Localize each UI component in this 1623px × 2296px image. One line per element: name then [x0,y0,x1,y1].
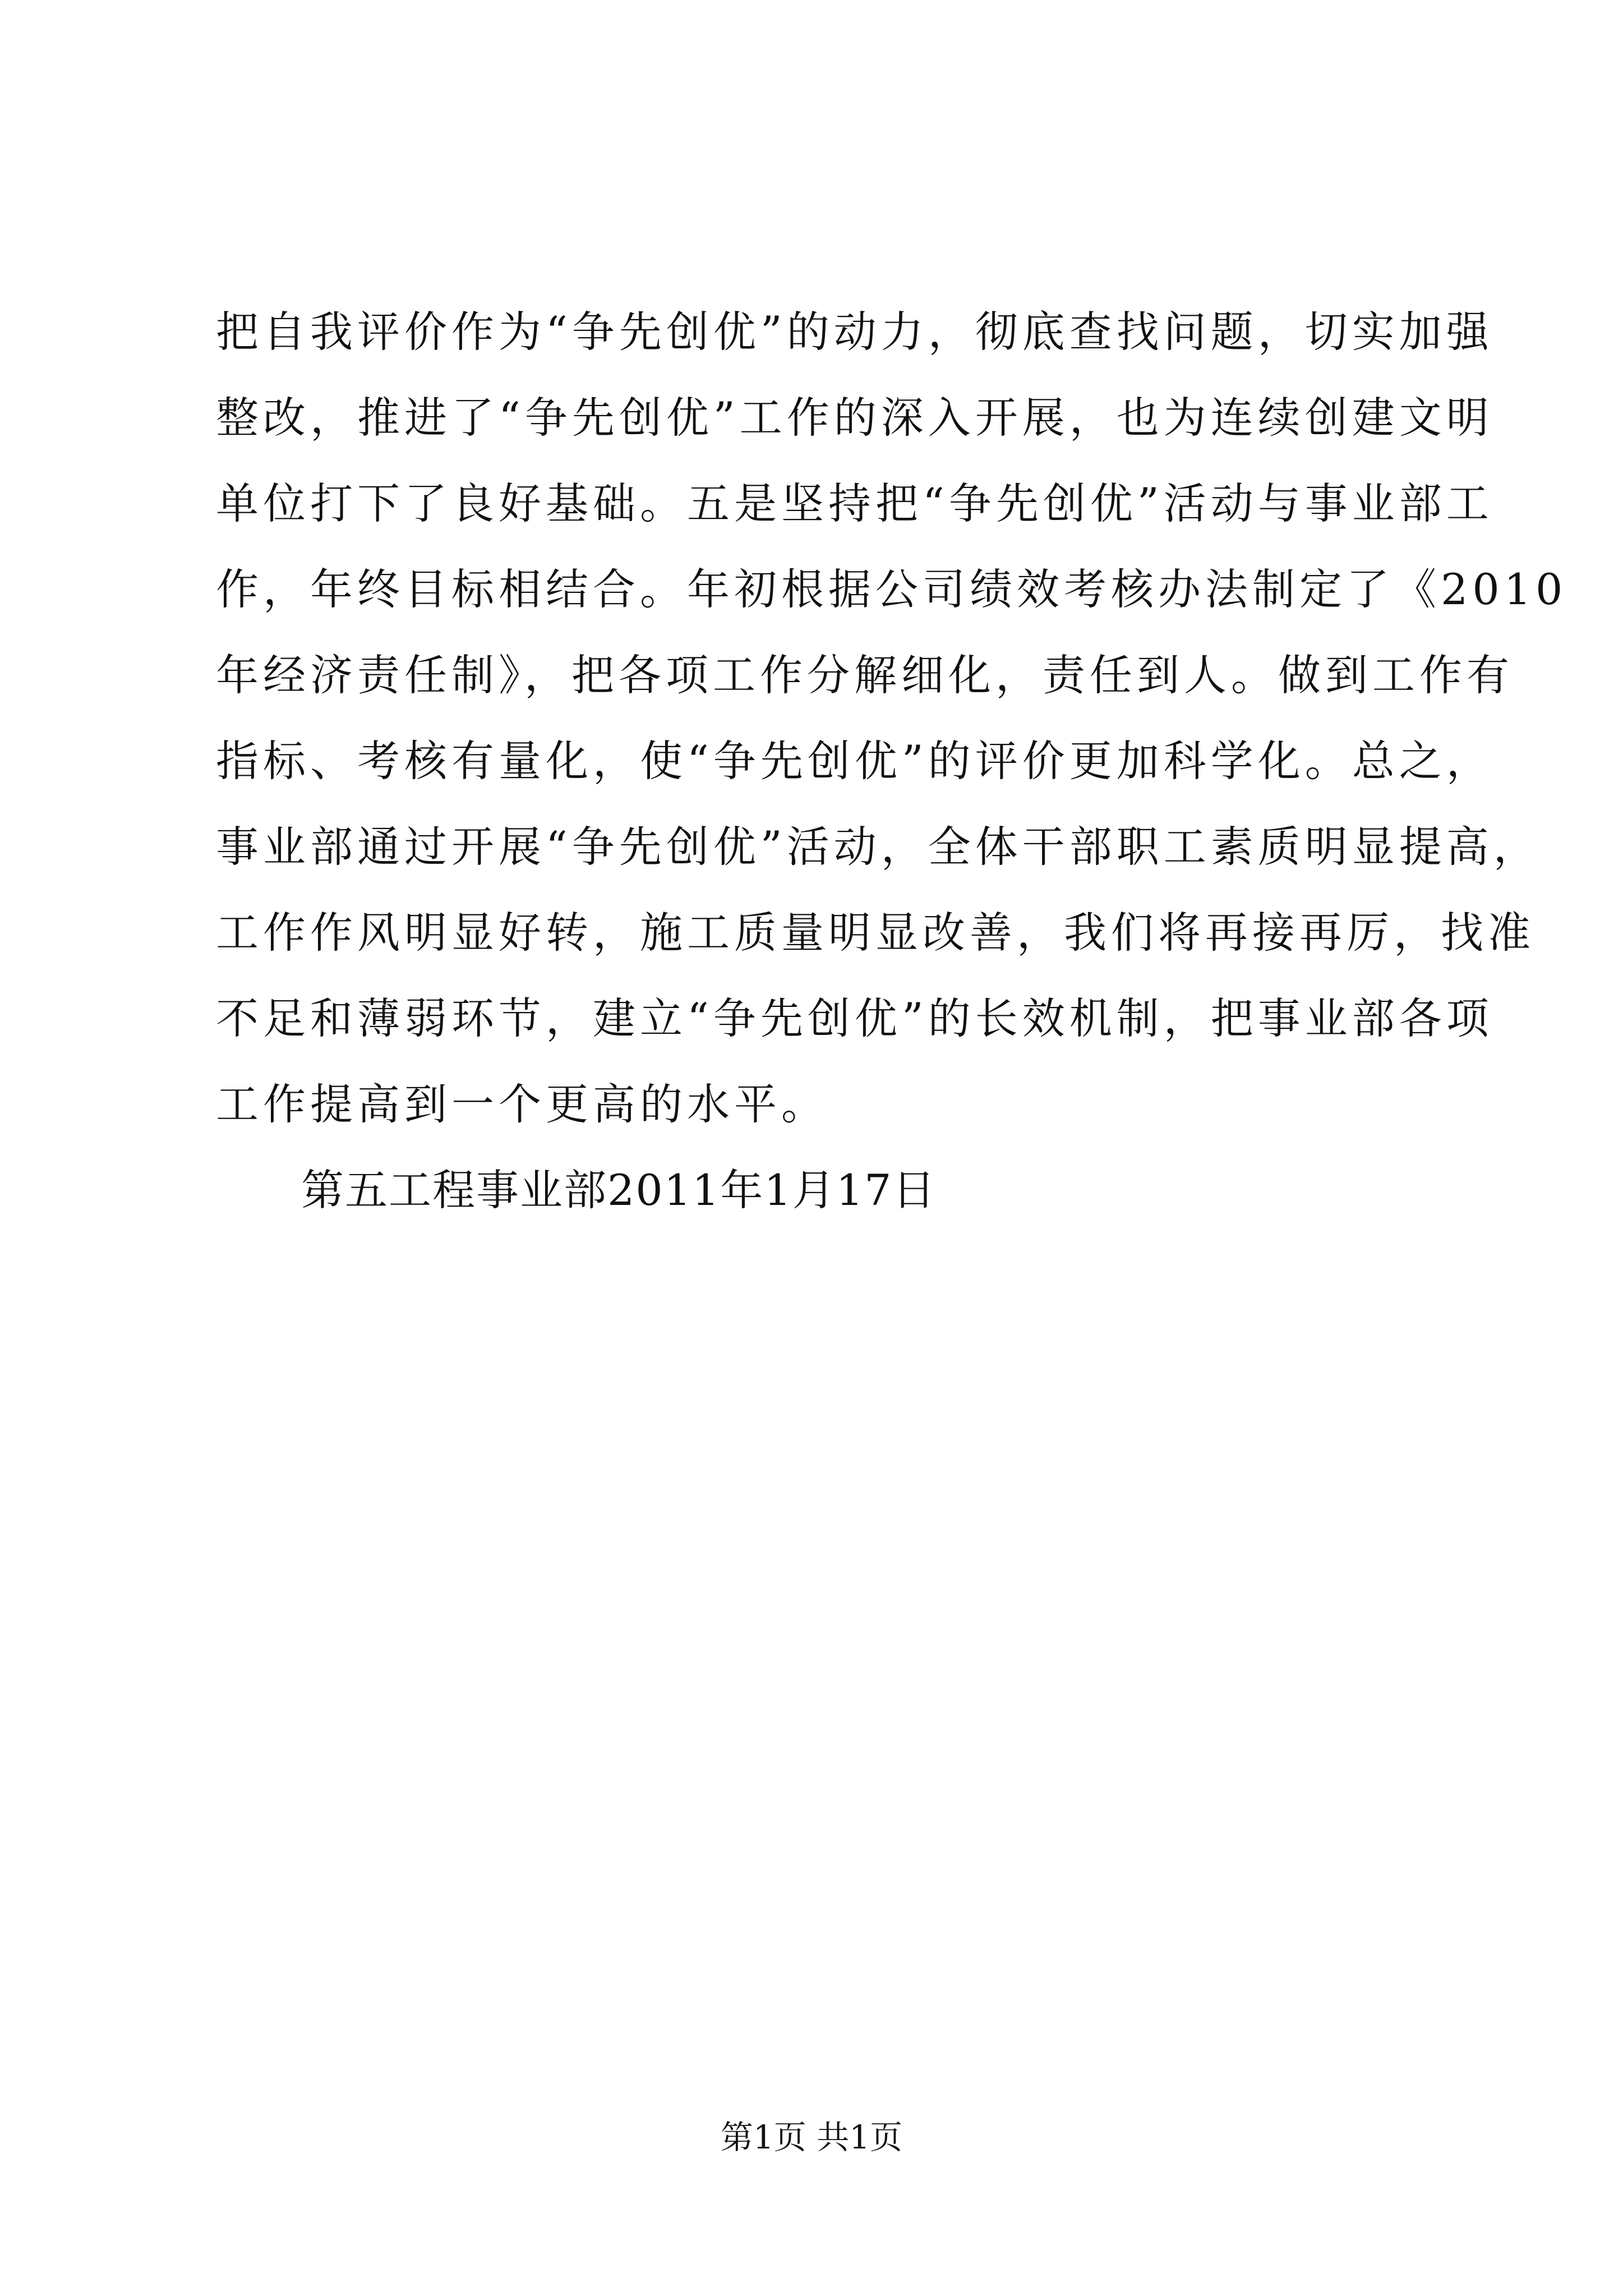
signature-line: 第五工程事业部2011年1月17日 [301,1165,937,1215]
text-line: 年经济责任制》，把各项工作分解细化，责任到人。做到工作有 [216,650,1514,700]
text-line: 工作作风明显好转，施工质量明显改善，我们将再接再厉，找准 [216,908,1535,958]
text-line: 把自我评价作为“争先创优”的动力，彻底查找问题，切实加强 [216,307,1493,357]
text-line: 指标、考核有量化，使“争先创优”的评价更加科学化。总之， [216,736,1493,786]
text-line: 作，年终目标相结合。年初根据公司绩效考核办法制定了《2010 [216,564,1567,614]
text-line: 单位打下了良好基础。五是坚持把“争先创优”活动与事业部工 [216,478,1493,528]
text-line: 整改，推进了“争先创优”工作的深入开展，也为连续创建文明 [216,393,1493,443]
body-paragraph [216,289,1567,1233]
text-line: 事业部通过开展“争先创优”活动，全体干部职工素质明显提高， [216,822,1541,872]
page-footer: 第1页 共1页 [720,2118,903,2156]
text-line: 不足和薄弱环节，建立“争先创优”的长效机制，把事业部各项 [216,993,1493,1043]
text-line: 工作提高到一个更高的水平。 [216,1079,828,1129]
